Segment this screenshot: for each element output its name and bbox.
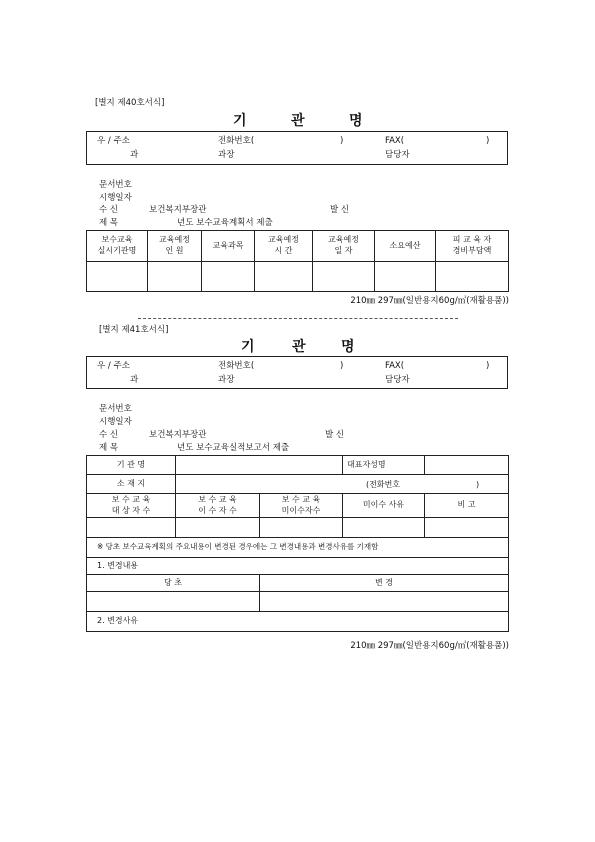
form41-dept-label: 과 (130, 375, 139, 385)
form40-col-budget: 소요예산 (375, 231, 436, 262)
form41-doc-no: 문서번호 (99, 404, 132, 414)
form41-org-name-label: 기 관 명 (87, 456, 176, 475)
cut-line (138, 318, 458, 319)
form41-cell-reason[interactable] (343, 518, 425, 538)
form40-officer-label: 담당자 (385, 150, 410, 160)
form41-org-name-value[interactable] (176, 456, 343, 475)
form41-recipient: 보건복지부장관 (149, 430, 207, 440)
form41-phone-label: 전화번호( (218, 361, 255, 371)
form40-cell-trainee-cost[interactable] (436, 262, 509, 292)
form40-dept-label: 과 (130, 150, 139, 160)
form40-label: [별지 제40호서식] (95, 98, 165, 108)
form41-fax-label: FAX( (385, 361, 405, 371)
form40-subject-label: 제 목 (99, 218, 119, 228)
form40-cell-planned-hours[interactable] (255, 262, 313, 292)
form40-header-row (87, 231, 509, 262)
form41-recipient-label: 수 신 (99, 430, 119, 440)
form41-label: [별지 제41호서식] (99, 325, 169, 335)
form41-title-char-3: 명 (341, 339, 357, 355)
form40-col-planned-hours: 교육예정 시 간 (255, 231, 313, 262)
form41-phone-open: (전화번호 (366, 480, 401, 489)
form40-plan-table (86, 230, 509, 292)
form41-change-content-label: 1. 변경내용 (87, 558, 509, 575)
form40-chief-label: 과장 (218, 150, 235, 160)
form40-header-box (86, 131, 508, 165)
form41-change-reason-row (87, 612, 509, 632)
form41-footer: 210㎜ 297㎜(일반용지60g/㎡(재활용품)) (350, 641, 509, 651)
form40-title-char-1: 기 (233, 113, 249, 129)
form41-subject: 년도 보수교육실적보고서 제출 (177, 443, 290, 453)
form41-rep-name-label: 대표자성명 (343, 456, 425, 475)
form41-fax-close: ) (486, 361, 490, 371)
form41-after-label: 변 경 (260, 575, 509, 592)
form41-chief-label: 과장 (218, 375, 235, 385)
form40-title-char-3: 명 (349, 113, 365, 129)
form41-org-row (87, 456, 509, 475)
form41-col-remarks: 비 고 (425, 494, 509, 518)
form41-subject-label: 제 목 (99, 443, 119, 453)
form40-cell-planned-date[interactable] (313, 262, 375, 292)
form41-col-target: 보 수 교 육 대 상 자 수 (87, 494, 176, 518)
form40-fax-label: FAX( (385, 136, 405, 146)
form40-col-planned-count: 교육예정 인 원 (148, 231, 202, 262)
form41-after-value[interactable] (260, 592, 509, 612)
form40-phone-label: 전화번호( (218, 136, 255, 146)
form41-before-after-header (87, 575, 509, 592)
form41-cell-target[interactable] (87, 518, 176, 538)
form41-change-content-row (87, 558, 509, 575)
form40-cell-subject[interactable] (202, 262, 255, 292)
form40-doc-no: 문서번호 (99, 180, 132, 190)
form40-sender-label: 발 신 (330, 205, 350, 215)
form41-header-box (86, 356, 508, 389)
form41-sender-label: 발 신 (325, 430, 345, 440)
form40-date: 시행일자 (99, 193, 132, 203)
form41-title-char-2: 관 (292, 339, 308, 355)
form41-note: ※ 당초 보수교육계획의 주요내용이 변경된 경우에는 그 변경내용과 변경사유를 기재함 (87, 538, 509, 558)
form41-cell-incomplete[interactable] (260, 518, 343, 538)
form40-col-subject: 교육과목 (202, 231, 255, 262)
form41-rep-name-value[interactable] (425, 456, 509, 475)
form40-recipient-label: 수 신 (99, 205, 119, 215)
form41-before-label: 당 초 (87, 575, 260, 592)
form41-cell-completed[interactable] (176, 518, 260, 538)
form41-report-table (86, 455, 509, 632)
form41-change-reason-label: 2. 변경사유 (87, 612, 509, 632)
form41-phone-close-paren: ) (476, 480, 480, 489)
form40-fax-close: ) (486, 136, 490, 146)
form40-subject: 년도 보수교육계획서 제출 (177, 218, 273, 228)
form41-before-value[interactable] (87, 592, 260, 612)
form40-cell-planned-count[interactable] (148, 262, 202, 292)
form40-phone-close: ) (340, 136, 344, 146)
form41-phone-close: ) (340, 361, 344, 371)
form40-cell-institution[interactable] (87, 262, 148, 292)
form40-col-trainee-cost: 피 교 육 자 경비부담액 (436, 231, 509, 262)
form40-col-institution: 보수교육 실시기관명 (87, 231, 148, 262)
form41-column-header-row (87, 494, 509, 518)
form40-cell-budget[interactable] (375, 262, 436, 292)
form40-col-planned-date: 교육예정 일 자 (313, 231, 375, 262)
form41-cell-remarks[interactable] (425, 518, 509, 538)
form41-location-label: 소 재 지 (87, 475, 176, 494)
form41-col-reason: 미이수 사유 (343, 494, 425, 518)
form41-officer-label: 담당자 (385, 375, 410, 385)
form41-note-row (87, 538, 509, 558)
form41-date: 시행일자 (99, 417, 132, 427)
form41-before-after-row (87, 592, 509, 612)
form41-address-label: 우 / 주소 (97, 361, 130, 371)
form40-footer: 210㎜ 297㎜(일반용지60g/㎡(재활용품)) (350, 296, 509, 306)
form40-blank-row (87, 262, 509, 292)
form40-recipient: 보건복지부장관 (149, 205, 207, 215)
form41-location-row (87, 475, 509, 494)
form41-location-value[interactable] (176, 475, 509, 494)
form41-title-char-1: 기 (241, 339, 257, 355)
form41-col-incomplete: 보 수 교 육 미이수자수 (260, 494, 343, 518)
form40-title-char-2: 관 (291, 113, 307, 129)
form40-address-label: 우 / 주소 (97, 136, 130, 146)
form41-data-row (87, 518, 509, 538)
form41-col-completed: 보 수 교 육 이 수 자 수 (176, 494, 260, 518)
